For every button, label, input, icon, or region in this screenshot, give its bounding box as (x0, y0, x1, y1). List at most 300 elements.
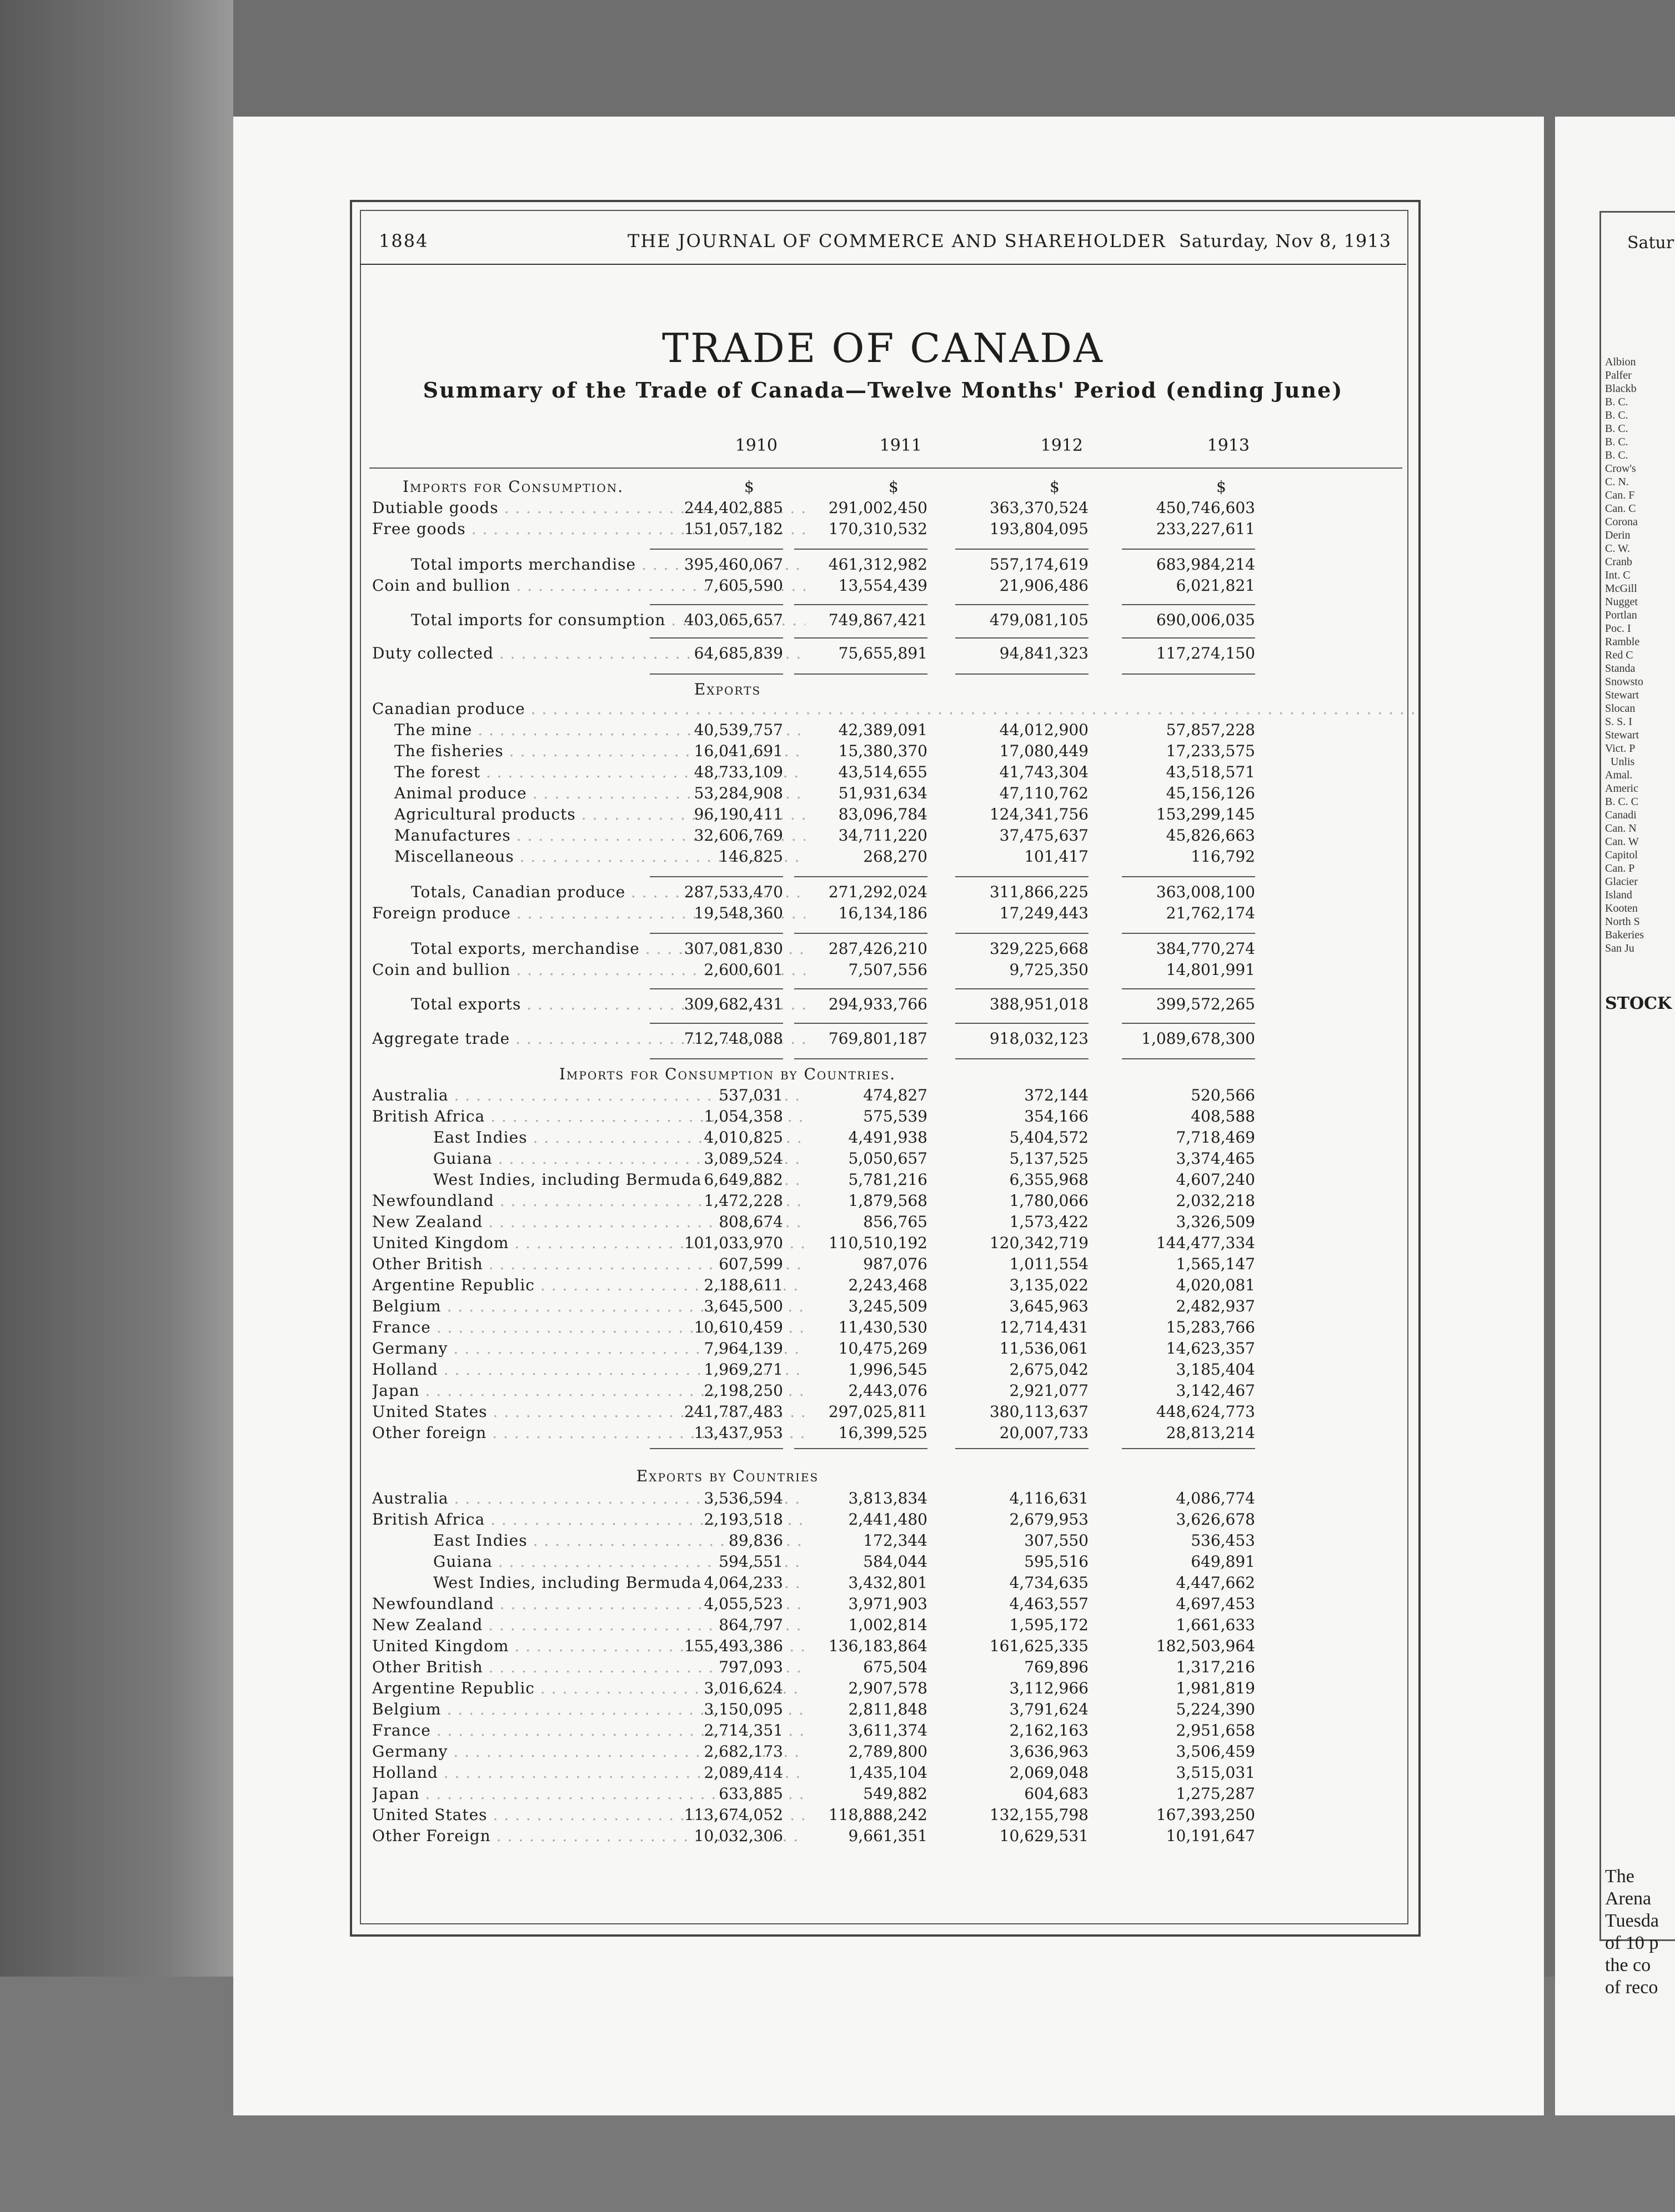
value-1912: 3,645,963 (1009, 1297, 1089, 1315)
total-rule (955, 1448, 1089, 1449)
value-1910: 808,674 (719, 1213, 783, 1231)
value-1911: 856,765 (863, 1213, 927, 1231)
currency-symbol: $ (1050, 477, 1060, 496)
value-1910: 113,674,052 (684, 1806, 783, 1824)
table-row (372, 1213, 1400, 1234)
value-1912: 3,791,624 (1009, 1700, 1089, 1718)
value-1910: 4,010,825 (704, 1128, 783, 1147)
total-rule (1122, 1023, 1255, 1024)
value-1913: 14,623,357 (1166, 1339, 1255, 1358)
table-row (372, 1276, 1400, 1297)
value-1913: 2,032,218 (1176, 1192, 1255, 1210)
row-label: West Indies, including Bermuda . . . (433, 1170, 805, 1189)
row-label: Japan . . . (372, 1784, 805, 1803)
value-1913: 690,006,035 (1156, 611, 1255, 629)
value-1912: 6,355,968 (1009, 1170, 1089, 1189)
value-1910: 48,733,109 (694, 763, 783, 781)
value-1910: 2,682,173 (704, 1742, 783, 1761)
value-1912: 11,536,061 (999, 1339, 1089, 1358)
value-1912: 10,629,531 (999, 1827, 1089, 1845)
value-1912: 479,081,105 (989, 611, 1089, 629)
row-label: Guiana . . . (433, 1149, 805, 1168)
value-1913: 3,374,465 (1176, 1149, 1255, 1168)
value-1912: 3,112,966 (1009, 1679, 1089, 1697)
value-1910: 395,460,067 (684, 555, 783, 574)
table-row (372, 1637, 1400, 1658)
table-row (372, 1318, 1400, 1339)
value-1913: 4,697,453 (1176, 1595, 1255, 1613)
value-1911: 136,183,864 (828, 1637, 927, 1655)
value-1911: 461,312,982 (828, 555, 927, 574)
value-1911: 474,827 (863, 1086, 927, 1104)
value-1913: 3,515,031 (1176, 1763, 1255, 1782)
table-row (372, 721, 1400, 742)
value-1912: 918,032,123 (989, 1029, 1089, 1048)
value-1910: 3,089,524 (704, 1149, 783, 1168)
value-1912: 329,225,668 (989, 939, 1089, 958)
value-1911: 75,655,891 (838, 644, 927, 662)
value-1912: 44,012,900 (999, 721, 1089, 739)
journal-name: THE JOURNAL OF COMMERCE AND SHAREHOLDER (628, 230, 1166, 252)
value-1912: 4,734,635 (1009, 1573, 1089, 1592)
value-1912: 17,249,443 (999, 904, 1089, 922)
table-row (372, 1763, 1400, 1784)
value-1912: 372,144 (1024, 1086, 1089, 1104)
table-row (372, 1360, 1400, 1381)
page-subtitle: Summary of the Trade of Canada—Twelve Months' Period (ending June) (423, 378, 1343, 403)
value-1910: 712,748,088 (684, 1029, 783, 1048)
value-1910: 4,055,523 (704, 1595, 783, 1613)
row-label: Total exports, merchandise . . . (411, 939, 805, 958)
row-label: Agricultural products . . . (394, 805, 805, 823)
table-row (372, 826, 1400, 847)
value-1910: 16,041,691 (694, 742, 783, 760)
value-1911: 10,475,269 (838, 1339, 927, 1358)
row-label: Free goods . . . (372, 520, 805, 538)
value-1912: 363,370,524 (989, 499, 1089, 517)
table-row (372, 1339, 1400, 1360)
value-1912: 9,725,350 (1009, 961, 1089, 979)
value-1910: 607,599 (719, 1255, 783, 1273)
year-1913: 1913 (1207, 436, 1250, 455)
table-row (372, 1742, 1400, 1763)
table-row (372, 1552, 1400, 1573)
header-rule (360, 264, 1406, 265)
value-1911: 3,971,903 (848, 1595, 927, 1613)
value-1910: 32,606,769 (694, 826, 783, 844)
value-1911: 16,399,525 (838, 1424, 927, 1442)
table-row (372, 644, 1400, 665)
total-rule (650, 604, 783, 605)
value-1913: 1,661,633 (1176, 1616, 1255, 1634)
scan-background-left (0, 0, 233, 2212)
row-label: The mine . . . (394, 721, 805, 739)
value-1911: 15,380,370 (838, 742, 927, 760)
table-row (372, 1107, 1400, 1128)
value-1913: 536,453 (1191, 1531, 1255, 1550)
total-rule (1122, 1058, 1255, 1059)
total-rule (650, 1023, 783, 1024)
row-label: Belgium . . . (372, 1297, 805, 1315)
row-label: Animal produce . . . (394, 784, 805, 802)
value-1910: 13,437,953 (694, 1424, 783, 1442)
total-rule (1122, 637, 1255, 639)
value-1912: 1,780,066 (1009, 1192, 1089, 1210)
value-1912: 12,714,431 (999, 1318, 1089, 1336)
value-1912: 47,110,762 (999, 784, 1089, 802)
value-1913: 1,317,216 (1176, 1658, 1255, 1676)
value-1913: 233,227,611 (1156, 520, 1255, 538)
row-label: The fisheries . . . (394, 742, 805, 760)
value-1910: 7,605,590 (704, 576, 783, 595)
table-row (372, 1827, 1400, 1848)
row-label: Other foreign . . . (372, 1424, 805, 1442)
value-1910: 64,685,839 (694, 644, 783, 662)
value-1913: 408,588 (1191, 1107, 1255, 1125)
table-row (372, 1424, 1400, 1445)
value-1913: 17,233,575 (1166, 742, 1255, 760)
value-1912: 307,550 (1024, 1531, 1089, 1550)
value-1910: 155,493,386 (684, 1637, 783, 1655)
value-1910: 19,548,360 (694, 904, 783, 922)
value-1911: 287,426,210 (828, 939, 927, 958)
value-1912: 3,636,963 (1009, 1742, 1089, 1761)
value-1912: 1,011,554 (1009, 1255, 1089, 1273)
table-row (372, 499, 1400, 520)
row-label: United States . . . (372, 1806, 805, 1824)
value-1910: 241,787,483 (684, 1402, 783, 1421)
value-1911: 2,907,578 (848, 1679, 927, 1697)
table-row (372, 1086, 1400, 1107)
currency-symbol: $ (744, 477, 754, 496)
total-rule (794, 933, 927, 934)
row-label: Holland . . . (372, 1763, 805, 1782)
value-1911: 34,711,220 (838, 826, 927, 844)
row-label: France . . . (372, 1721, 805, 1740)
total-rule (650, 933, 783, 934)
year-1912: 1912 (1040, 436, 1083, 455)
row-label: United Kingdom . . . (372, 1637, 805, 1655)
value-1911: 575,539 (863, 1107, 927, 1125)
row-label: France . . . (372, 1318, 805, 1336)
value-1913: 57,857,228 (1166, 721, 1255, 739)
value-1911: 11,430,530 (838, 1318, 927, 1336)
journal-page (233, 117, 1544, 2115)
table-row (372, 1170, 1400, 1192)
value-1911: 3,813,834 (848, 1489, 927, 1507)
value-1912: 161,625,335 (989, 1637, 1089, 1655)
table-row (372, 742, 1400, 763)
currency-symbol: $ (1216, 477, 1226, 496)
canadian-produce-label: Canadian produce . . . (372, 700, 1416, 718)
adjacent-page (1555, 117, 1675, 2115)
total-rule (650, 637, 783, 639)
value-1911: 268,270 (863, 847, 927, 866)
value-1910: 96,190,411 (694, 805, 783, 823)
value-1911: 3,611,374 (848, 1721, 927, 1740)
total-rule (1122, 933, 1255, 934)
table-row (372, 763, 1400, 784)
value-1911: 549,882 (863, 1784, 927, 1803)
value-1912: 2,162,163 (1009, 1721, 1089, 1740)
row-label: Newfoundland . . . (372, 1192, 805, 1210)
exports-by-countries-heading: Exports by Countries (636, 1467, 819, 1485)
table-row (372, 995, 1400, 1016)
value-1911: 271,292,024 (828, 883, 927, 901)
subheading-row (372, 700, 1400, 721)
value-1913: 117,274,150 (1156, 644, 1255, 662)
value-1912: 2,679,953 (1009, 1510, 1089, 1529)
value-1912: 21,906,486 (999, 576, 1089, 595)
total-rule (794, 549, 927, 550)
page-title: TRADE OF CANADA (661, 325, 1105, 371)
issue-date: Saturday, Nov 8, 1913 (1178, 230, 1391, 252)
value-1913: 2,482,937 (1176, 1297, 1255, 1315)
value-1910: 1,472,228 (704, 1192, 783, 1210)
table-row (372, 1806, 1400, 1827)
value-1910: 3,150,095 (704, 1700, 783, 1718)
value-1911: 2,811,848 (848, 1700, 927, 1718)
column-header-rule (369, 467, 1402, 469)
value-1912: 41,743,304 (999, 763, 1089, 781)
value-1911: 9,661,351 (848, 1827, 927, 1845)
value-1910: 146,825 (719, 847, 783, 866)
value-1913: 7,718,469 (1176, 1128, 1255, 1147)
table-row (372, 847, 1400, 868)
table-row (372, 1029, 1400, 1050)
value-1913: 399,572,265 (1156, 995, 1255, 1013)
value-1913: 144,477,334 (1156, 1234, 1255, 1252)
value-1913: 4,020,081 (1176, 1276, 1255, 1294)
value-1910: 1,969,271 (704, 1360, 783, 1379)
table-row (372, 1297, 1400, 1318)
total-rule (955, 604, 1089, 605)
value-1911: 2,243,468 (848, 1276, 927, 1294)
value-1911: 16,134,186 (838, 904, 927, 922)
value-1913: 384,770,274 (1156, 939, 1255, 958)
value-1912: 311,866,225 (989, 883, 1089, 901)
value-1912: 132,155,798 (989, 1806, 1089, 1824)
table-row (372, 1573, 1400, 1595)
table-row (372, 805, 1400, 826)
total-rule (650, 988, 783, 989)
value-1910: 287,533,470 (684, 883, 783, 901)
value-1910: 151,057,182 (684, 520, 783, 538)
value-1911: 584,044 (863, 1552, 927, 1571)
table-row (372, 1489, 1400, 1510)
total-rule (1122, 876, 1255, 877)
value-1913: 15,283,766 (1166, 1318, 1255, 1336)
row-label: Total exports . . . (411, 995, 805, 1013)
value-1911: 2,789,800 (848, 1742, 927, 1761)
value-1912: 388,951,018 (989, 995, 1089, 1013)
value-1913: 28,813,214 (1166, 1424, 1255, 1442)
imports-by-countries-heading: Imports for Consumption by Countries. (559, 1065, 896, 1083)
row-label: Other Foreign . . . (372, 1827, 805, 1845)
value-1911: 297,025,811 (828, 1402, 927, 1421)
value-1913: 1,565,147 (1176, 1255, 1255, 1273)
total-rule (955, 637, 1089, 639)
value-1911: 13,554,439 (838, 576, 927, 595)
value-1913: 5,224,390 (1176, 1700, 1255, 1718)
row-label: West Indies, including Bermuda . . . (433, 1573, 805, 1592)
value-1912: 120,342,719 (989, 1234, 1089, 1252)
row-label: Total imports merchandise . . . (411, 555, 805, 574)
value-1913: 3,326,509 (1176, 1213, 1255, 1231)
table-row (372, 1381, 1400, 1402)
value-1913: 450,746,603 (1156, 499, 1255, 517)
value-1913: 153,299,145 (1156, 805, 1255, 823)
value-1910: 3,016,624 (704, 1679, 783, 1697)
row-label: Total imports for consumption . . . (411, 611, 805, 629)
value-1911: 749,867,421 (828, 611, 927, 629)
value-1913: 1,981,819 (1176, 1679, 1255, 1697)
value-1911: 294,933,766 (828, 995, 927, 1013)
value-1911: 291,002,450 (828, 499, 927, 517)
value-1910: 2,089,414 (704, 1763, 783, 1782)
value-1912: 5,137,525 (1009, 1149, 1089, 1168)
value-1913: 45,826,663 (1166, 826, 1255, 844)
adjacent-stock-list: Albion Palfer Blackb B. C. B. C. B. C. B. C. B. C. Crow's C. N. Can. F Can. C Corona Derin C. W. Cranb Int. C McGill Nugget Portlan Poc. I Ramble Red C Standa Snowsto Stewart Slocan S. S. I Stewart Vict. P Unlis Amal. Americ B. C. C Canadi Can. N Can. W Capitol Can. P Glacier Island Kooten North S Bakeries San Ju (1605, 356, 1644, 954)
table-row (372, 1128, 1400, 1149)
total-rule (955, 876, 1089, 877)
table-row (372, 1234, 1400, 1255)
table-row (372, 1192, 1400, 1213)
table-row (372, 1255, 1400, 1276)
value-1911: 172,344 (863, 1531, 927, 1550)
value-1912: 3,135,022 (1009, 1276, 1089, 1294)
table-row (372, 1700, 1400, 1721)
value-1912: 94,841,323 (999, 644, 1089, 662)
value-1913: 43,518,571 (1166, 763, 1255, 781)
value-1913: 4,086,774 (1176, 1489, 1255, 1507)
value-1912: 4,463,557 (1009, 1595, 1089, 1613)
value-1913: 1,089,678,300 (1141, 1029, 1255, 1048)
row-label: The forest . . . (394, 763, 805, 781)
value-1911: 1,879,568 (848, 1192, 927, 1210)
value-1911: 110,510,192 (828, 1234, 927, 1252)
value-1913: 6,021,821 (1176, 576, 1255, 595)
total-rule (794, 604, 927, 605)
table-row (372, 576, 1400, 597)
row-label: Japan . . . (372, 1381, 805, 1400)
value-1911: 5,050,657 (848, 1149, 927, 1168)
imports-heading: Imports for Consumption. (403, 477, 624, 496)
row-label: United States . . . (372, 1402, 805, 1421)
row-label: Newfoundland . . . (372, 1595, 805, 1613)
value-1911: 4,491,938 (848, 1128, 927, 1147)
value-1910: 53,284,908 (694, 784, 783, 802)
value-1910: 633,885 (719, 1784, 783, 1803)
value-1910: 2,193,518 (704, 1510, 783, 1529)
row-label: Germany . . . (372, 1742, 805, 1761)
row-label: Foreign produce . . . (372, 904, 805, 922)
value-1911: 118,888,242 (828, 1806, 927, 1824)
value-1911: 1,996,545 (848, 1360, 927, 1379)
total-rule (1122, 673, 1255, 675)
table-row (372, 520, 1400, 541)
row-label: Guiana . . . (433, 1552, 805, 1571)
value-1910: 2,188,611 (704, 1276, 783, 1294)
table-row (372, 1721, 1400, 1742)
value-1911: 3,432,801 (848, 1573, 927, 1592)
value-1912: 193,804,095 (989, 520, 1089, 538)
adjacent-paragraph: The Arena Tuesda of 10 p the co of reco (1605, 1866, 1659, 1998)
value-1912: 2,921,077 (1009, 1381, 1089, 1400)
table-row (372, 961, 1400, 982)
value-1911: 42,389,091 (838, 721, 927, 739)
value-1910: 89,836 (729, 1531, 783, 1550)
value-1910: 864,797 (719, 1616, 783, 1634)
row-label: British Africa . . . (372, 1510, 805, 1529)
total-rule (955, 933, 1089, 934)
value-1913: 3,142,467 (1176, 1381, 1255, 1400)
total-rule (650, 876, 783, 877)
total-rule (955, 1058, 1089, 1059)
value-1911: 2,441,480 (848, 1510, 927, 1529)
value-1912: 5,404,572 (1009, 1128, 1089, 1147)
row-label: New Zealand . . . (372, 1616, 805, 1634)
value-1912: 4,116,631 (1009, 1489, 1089, 1507)
total-rule (794, 1448, 927, 1449)
value-1913: 45,156,126 (1166, 784, 1255, 802)
value-1910: 244,402,885 (684, 499, 783, 517)
value-1910: 594,551 (719, 1552, 783, 1571)
adjacent-page-header: Satur (1627, 233, 1674, 253)
row-label: Totals, Canadian produce . . . (411, 883, 805, 901)
value-1910: 3,536,594 (704, 1489, 783, 1507)
value-1912: 380,113,637 (989, 1402, 1089, 1421)
total-rule (794, 988, 927, 989)
value-1913: 4,607,240 (1176, 1170, 1255, 1189)
row-label: Argentine Republic . . . (372, 1679, 805, 1697)
value-1912: 124,341,756 (989, 805, 1089, 823)
table-row (372, 1784, 1400, 1806)
value-1913: 1,275,287 (1176, 1784, 1255, 1803)
value-1912: 354,166 (1024, 1107, 1089, 1125)
row-label: Miscellaneous . . . (394, 847, 805, 866)
row-label: Other British . . . (372, 1658, 805, 1676)
value-1910: 537,031 (719, 1086, 783, 1104)
value-1911: 675,504 (863, 1658, 927, 1676)
value-1912: 604,683 (1024, 1784, 1089, 1803)
value-1912: 17,080,449 (999, 742, 1089, 760)
total-rule (794, 876, 927, 877)
value-1912: 2,069,048 (1009, 1763, 1089, 1782)
exports-heading: Exports (694, 680, 761, 698)
adjacent-stock-heading: STOCK (1605, 994, 1672, 1013)
value-1913: 649,891 (1191, 1552, 1255, 1571)
value-1911: 2,443,076 (848, 1381, 927, 1400)
value-1911: 170,310,532 (828, 520, 927, 538)
total-rule (794, 637, 927, 639)
value-1912: 595,516 (1024, 1552, 1089, 1571)
table-row (372, 1531, 1400, 1552)
total-rule (650, 1058, 783, 1059)
value-1910: 307,081,830 (684, 939, 783, 958)
table-row (372, 1595, 1400, 1616)
value-1911: 1,435,104 (848, 1763, 927, 1782)
row-label: Aggregate trade . . . (372, 1029, 805, 1048)
table-row (372, 883, 1400, 904)
row-label: Holland . . . (372, 1360, 805, 1379)
value-1911: 51,931,634 (838, 784, 927, 802)
value-1911: 987,076 (863, 1255, 927, 1273)
value-1912: 2,675,042 (1009, 1360, 1089, 1379)
value-1913: 448,624,773 (1156, 1402, 1255, 1421)
value-1913: 520,566 (1191, 1086, 1255, 1104)
row-label: Argentine Republic . . . (372, 1276, 805, 1294)
